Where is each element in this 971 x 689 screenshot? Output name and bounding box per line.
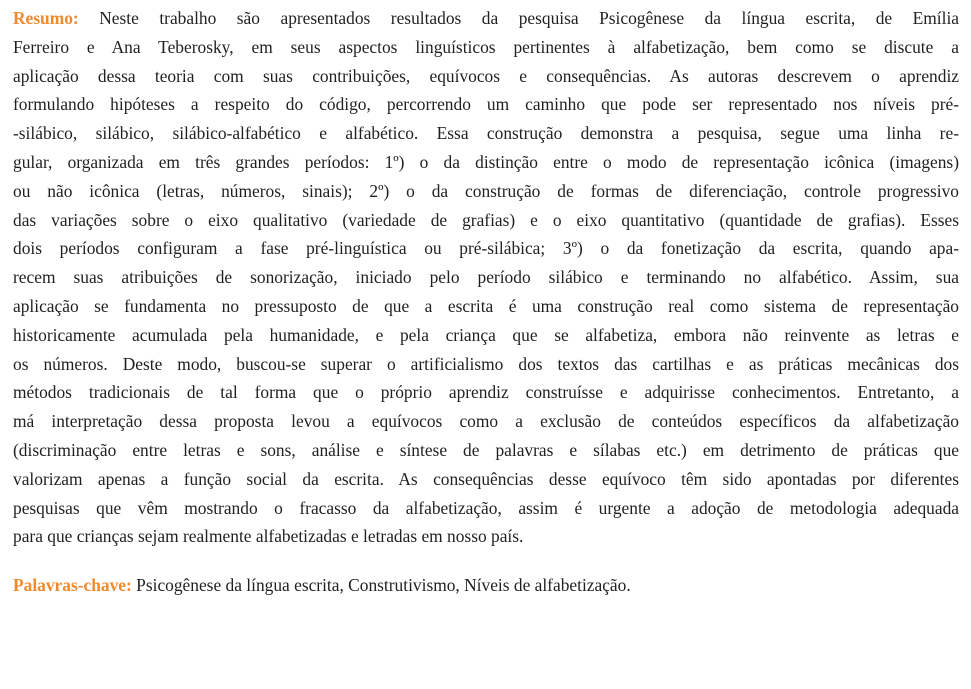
abstract-line: formulando hipóteses a respeito do código, percorrendo um caminho que pode ser representado nos níveis pré- — [13, 94, 959, 115]
document-page — [13, 4, 959, 600]
abstract-line: das variações sobre o eixo qualitativo (variedade de grafias) e o eixo quantitativo (quantidade de grafias). Esses — [13, 209, 959, 230]
abstract-line: má interpretação dessa proposta levou a equívocos como a exclusão de conteúdos específicos da alfabetização — [13, 411, 959, 432]
abstract-line: os números. Deste modo, buscou-se superar o artificialismo dos textos das cartilhas e as práticas mecânicas dos — [13, 353, 959, 374]
abstract-label: Resumo: — [13, 8, 79, 28]
abstract-line — [13, 4, 959, 33]
abstract-line: recem suas atribuições de sonorização, iniciado pelo período silábico e terminando no alfabético. Assim, sua — [13, 267, 959, 288]
abstract-line: aplicação dessa teoria com suas contribuições, equívocos e consequências. As autoras descrevem o aprendiz — [13, 65, 959, 86]
abstract-line: dois períodos configuram a fase pré-linguística ou pré-silábica; 3º) o da fonetização da escrita, quando apa- — [13, 238, 959, 259]
abstract-line: pesquisas que vêm mostrando o fracasso da alfabetização, assim é urgente a adoção de metodologia adequada — [13, 497, 959, 518]
abstract-line: valorizam apenas a função social da escrita. As consequências desse equívoco têm sido apontadas por diferentes — [13, 468, 959, 489]
abstract-line: historicamente acumulada pela humanidade, e pela criança que se alfabetiza, embora não reinvente as letras e — [13, 324, 959, 345]
abstract-line: para que crianças sejam realmente alfabetizadas e letradas em nosso país. — [13, 526, 524, 547]
abstract-line-text: Neste trabalho são apresentados resultados da pesquisa Psicogênese da língua escrita, de Emília — [99, 8, 959, 28]
abstract-line: Ferreiro e Ana Teberosky, em seus aspectos linguísticos pertinentes à alfabetização, bem como se discute a — [13, 36, 959, 57]
abstract-line: ou não icônica (letras, números, sinais); 2º) o da construção de formas de diferenciação, controle progressivo — [13, 180, 959, 201]
abstract-line: métodos tradicionais de tal forma que o próprio aprendiz construísse e adquirisse conhecimentos. Entretanto, a — [13, 382, 959, 403]
abstract-line: -silábico, silábico, silábico-alfabético e alfabético. Essa construção demonstra a pesquisa, segue uma linha re- — [13, 123, 959, 144]
abstract-line: gular, organizada em três grandes períodos: 1º) o da distinção entre o modo de representação icônica (imagens) — [13, 151, 959, 172]
abstract-paragraph — [13, 4, 959, 551]
keywords-paragraph — [13, 571, 959, 600]
keywords-label: Palavras-chave: — [13, 575, 132, 596]
keywords-text: Psicogênese da língua escrita, Construtivismo, Níveis de alfabetização. — [136, 575, 631, 596]
abstract-line: (discriminação entre letras e sons, análise e síntese de palavras e sílabas etc.) em detrimento de práticas que — [13, 439, 959, 460]
abstract-line: aplicação se fundamenta no pressuposto de que a escrita é uma construção real como sistema de representação — [13, 295, 959, 316]
